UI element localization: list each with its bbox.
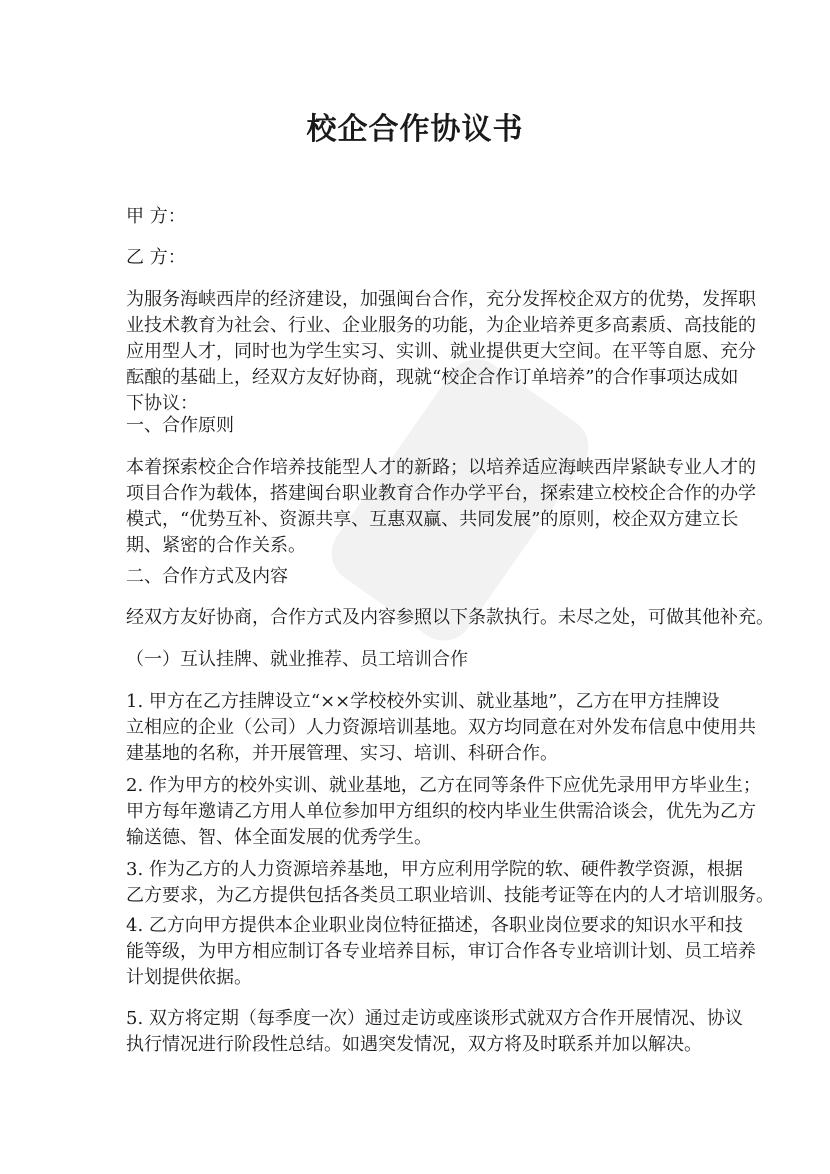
text-line: 计划提供依据。 <box>126 967 252 988</box>
text-line: 甲方每年邀请乙方用人单位参加甲方组织的校内毕业生供需洽谈会，优先为乙方 <box>126 801 756 822</box>
document-title: 校企合作协议书 <box>306 112 524 147</box>
text-line: 本着探索校企合作培养技能型人才的新路；以培养适应海峡西岸紧缺专业人才的 <box>126 457 756 478</box>
subsection1-heading: （一）互认挂牌、就业推荐、员工培训合作 <box>126 649 468 670</box>
item-3 <box>126 857 774 909</box>
text-line: 下协议： <box>126 393 198 414</box>
party-b-label: 乙 方： <box>126 247 186 268</box>
text-line: 模式，“优势互补、资源共享、互惠双赢、共同发展”的原则，校企双方建立长 <box>126 509 739 530</box>
text-line: 5. 双方将定期（每季度一次）通过走访或座谈形式就双方合作开展情况、协议 <box>126 1008 743 1029</box>
intro-paragraph <box>126 287 756 417</box>
text-line: 建基地的名称，并开展管理、实习、培训、科研合作。 <box>126 743 558 764</box>
section1-paragraph <box>126 455 756 559</box>
text-line: 3. 作为乙方的人力资源培养基地，甲方应利用学院的软、硬件教学资源，根据 <box>126 859 743 880</box>
section1-heading: 一、合作原则 <box>126 415 234 436</box>
item-1 <box>126 689 756 767</box>
party-a-label: 甲 方： <box>126 206 186 227</box>
section2-heading: 二、合作方式及内容 <box>126 566 288 587</box>
section2-intro <box>126 605 774 631</box>
text-line: 乙方要求，为乙方提供包括各类员工职业培训、技能考证等在内的人才培训服务。 <box>126 885 774 906</box>
item-5 <box>126 1006 743 1058</box>
text-line: 能等级，为甲方相应制订各专业培养目标，审订合作各专业培训计划、员工培养 <box>126 941 756 962</box>
text-line: 为服务海峡西岸的经济建设，加强闽台合作，充分发挥校企双方的优势，发挥职 <box>126 289 756 310</box>
text-line: 1. 甲方在乙方挂牌设立“××学校校外实训、就业基地”，乙方在甲方挂牌设 <box>126 691 720 712</box>
text-line: 应用型人才，同时也为学生实习、实训、就业提供更大空间。在平等自愿、充分 <box>126 341 756 362</box>
item-2 <box>126 773 761 851</box>
item-4 <box>126 913 756 991</box>
text-line: 期、紧密的合作关系。 <box>126 535 306 556</box>
text-line: 输送德、智、体全面发展的优秀学生。 <box>126 827 432 848</box>
text-line: 经双方友好协商，合作方式及内容参照以下条款执行。未尽之处，可做其他补充。 <box>126 607 774 628</box>
text-line: 4. 乙方向甲方提供本企业职业岗位特征描述，各职业岗位要求的知识水平和技 <box>126 915 743 936</box>
text-line: 执行情况进行阶段性总结。如遇突发情况，双方将及时联系并加以解决。 <box>126 1034 702 1055</box>
text-line: 立相应的企业（公司）人力资源培训基地。双方均同意在对外发布信息中使用共 <box>126 717 756 738</box>
text-line: 酝酿的基础上，经双方友好协商，现就“校企合作订单培养”的合作事项达成如 <box>126 367 739 388</box>
text-line: 2. 作为甲方的校外实训、就业基地，乙方在同等条件下应优先录用甲方毕业生； <box>126 775 761 796</box>
text-line: 业技术教育为社会、行业、企业服务的功能，为企业培养更多高素质、高技能的 <box>126 315 756 336</box>
text-line: 项目合作为载体，搭建闽台职业教育合作办学平台，探索建立校校企合作的办学 <box>126 483 756 504</box>
